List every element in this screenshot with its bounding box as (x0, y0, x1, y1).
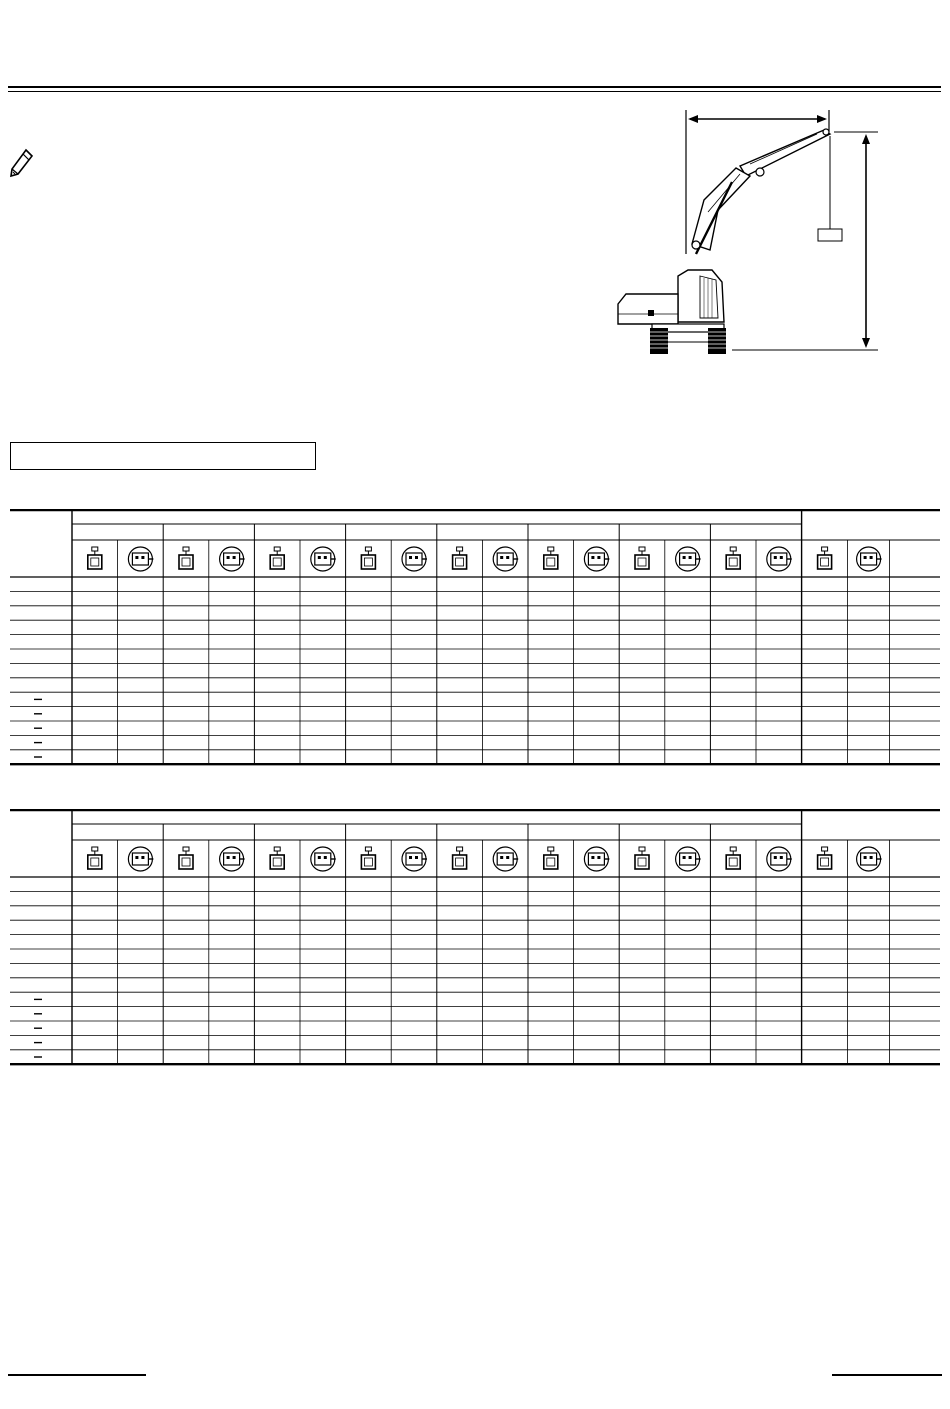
lift-capacity-table-2 (10, 809, 940, 1067)
side-lift-icon (767, 547, 792, 571)
side-lift-icon (584, 547, 609, 571)
front-lift-icon (88, 847, 102, 869)
side-lift-icon (676, 547, 701, 571)
side-lift-icon (676, 847, 701, 871)
front-lift-icon (544, 847, 558, 869)
side-lift-icon (220, 847, 245, 871)
front-lift-icon (818, 547, 832, 569)
front-lift-icon (88, 547, 102, 569)
side-lift-icon (857, 547, 882, 571)
front-lift-icon (726, 847, 740, 869)
side-lift-icon (857, 847, 882, 871)
section-label-box (10, 442, 316, 470)
front-lift-icon (726, 547, 740, 569)
front-lift-icon (635, 547, 649, 569)
front-lift-icon (453, 847, 467, 869)
front-lift-icon (453, 547, 467, 569)
front-lift-icon (179, 847, 193, 869)
front-lift-icon (361, 547, 375, 569)
front-lift-icon (270, 847, 284, 869)
side-lift-icon (402, 847, 427, 871)
side-lift-icon (493, 547, 518, 571)
excavator-lift-diagram (612, 104, 890, 356)
pencil-note-icon (8, 148, 34, 178)
side-lift-icon (402, 547, 427, 571)
lift-capacity-grid-2 (10, 809, 940, 1067)
side-lift-icon (128, 547, 153, 571)
front-lift-icon (361, 847, 375, 869)
side-lift-icon (493, 847, 518, 871)
front-lift-icon (635, 847, 649, 869)
front-lift-icon (544, 547, 558, 569)
lift-capacity-grid-1 (10, 509, 940, 767)
front-lift-icon (270, 547, 284, 569)
side-lift-icon (584, 847, 609, 871)
side-lift-icon (311, 847, 336, 871)
header-rule-bottom (8, 91, 941, 92)
footer-rule-left (8, 1374, 146, 1376)
front-lift-icon (179, 547, 193, 569)
side-lift-icon (128, 847, 153, 871)
front-lift-icon (818, 847, 832, 869)
lift-capacity-table-1 (10, 509, 940, 767)
footer-rule-right (832, 1374, 942, 1376)
side-lift-icon (311, 547, 336, 571)
header-rule-top (8, 86, 941, 88)
side-lift-icon (220, 547, 245, 571)
side-lift-icon (767, 847, 792, 871)
